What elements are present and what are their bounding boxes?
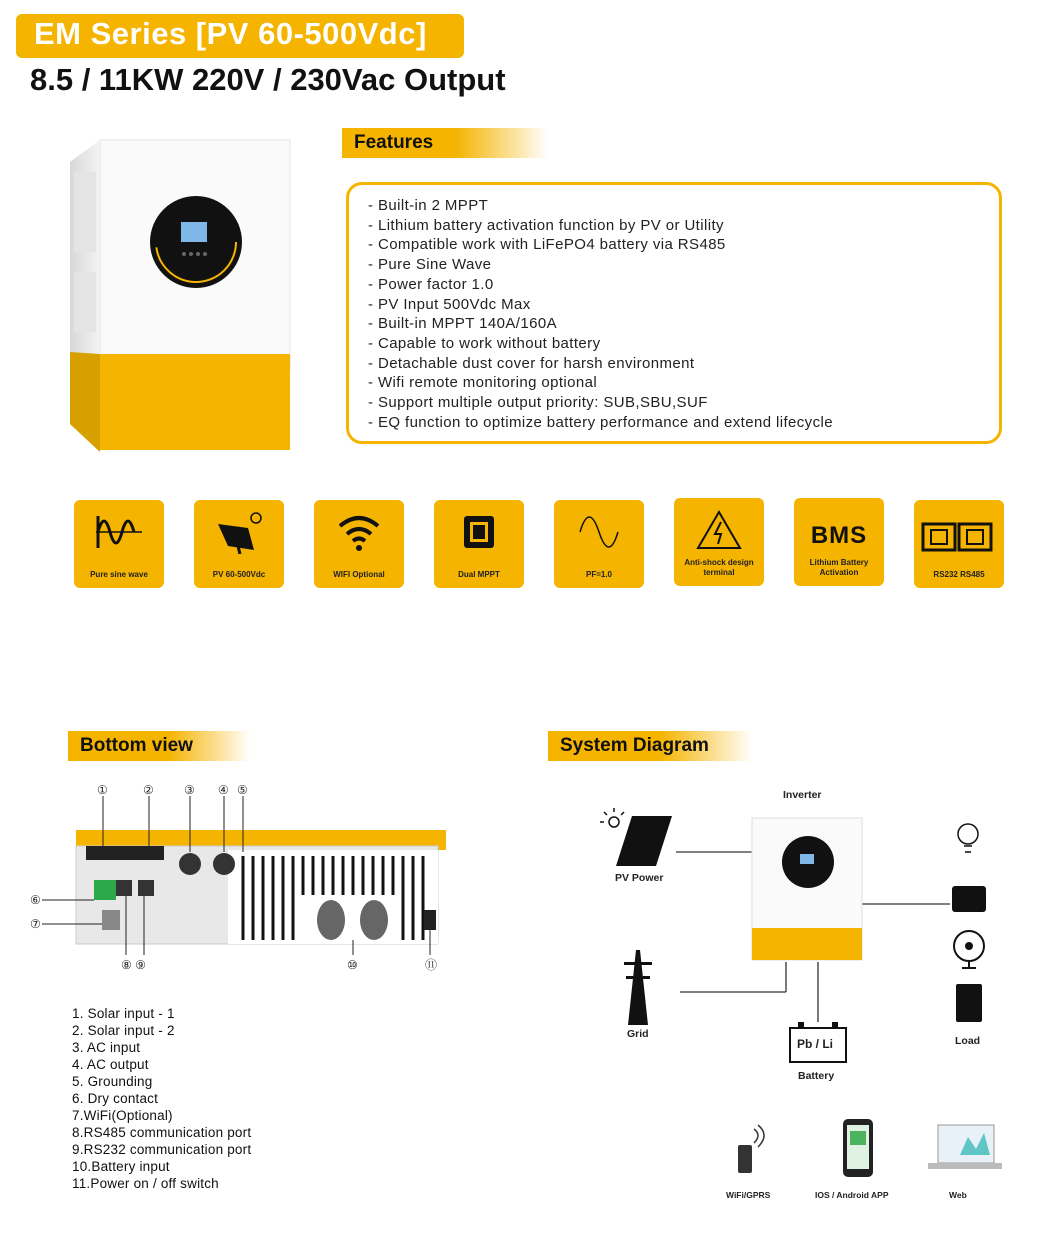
feature-tile-label: PF=1.0 [585,570,612,579]
feature-tile-label: Lithium Battery Activation [809,558,869,577]
bottom-view-item: 7.WiFi(Optional) [72,1108,173,1123]
fan-icon [954,931,984,968]
bottom-view-legend [72,1005,251,1192]
feature-item: - PV Input 500Vdc Max [368,295,531,313]
feature-tile [194,500,284,588]
load-label: Load [955,1035,981,1047]
feature-tile [794,498,884,586]
wifi-dongle-icon [738,1125,764,1173]
marker-8-9: ⑧ ⑨ [121,958,146,972]
bottom-view-item: 9.RS232 communication port [72,1142,252,1157]
page-subtitle: 8.5 / 11KW 220V / 230Vac Output [30,62,506,97]
feature-tile-label: Pure sine wave [90,570,148,579]
grid-tower-icon [624,950,652,1025]
feature-item: - EQ function to optimize battery performance and extend lifecycle [368,413,833,431]
battery-label: Battery [798,1070,835,1082]
bottom-view-item: 11.Power on / off switch [72,1176,219,1191]
feature-tile-label: PV 60-500Vdc [212,570,266,579]
feature-tile-label: WIFI Optional [333,570,385,579]
feature-item: - Detachable dust cover for harsh environment [368,354,695,372]
pv-power-label: PV Power [615,872,664,884]
feature-tile-label: Anti-shock design terminal [684,558,754,577]
marker-10: ⑩ [347,958,358,972]
bottom-view-item: 3. AC input [72,1040,141,1055]
bottom-view-item: 6. Dry contact [72,1091,159,1106]
marker-3: ③ [184,783,195,797]
feature-tile-label: Dual MPPT [458,570,500,579]
marker-11: ⑪ [425,958,438,972]
page-title: EM Series [PV 60-500Vdc] [34,16,427,51]
marker-4: ④ [218,783,229,797]
laptop-icon [928,1125,1002,1169]
marker-2: ② [143,783,154,797]
feature-tile [434,500,524,588]
feature-item: - Built-in 2 MPPT [368,197,489,214]
bottom-view-item: 4. AC output [72,1057,149,1072]
web-label: Web [949,1190,967,1200]
sun-icon [600,808,624,827]
marker-5: ⑤ [237,783,248,797]
feature-tile [674,498,764,586]
feature-tile [314,500,404,588]
feature-item: - Lithium battery activation function by PV or Utility [368,216,724,234]
feature-item: - Power factor 1.0 [368,275,494,293]
bottom-view-heading: Bottom view [68,731,250,761]
solar-panel-icon [616,816,672,866]
bottom-view-item: 5. Grounding [72,1074,153,1089]
bottom-view-item: 2. Solar input - 2 [72,1023,175,1038]
feature-tile-label: RS232 RS485 [933,570,985,579]
fridge-icon [956,984,982,1022]
app-label: IOS / Android APP [815,1190,889,1200]
feature-tile [74,500,164,588]
battery-text: Pb / Li [797,1037,833,1051]
monitoring-icons [720,1115,1010,1185]
bottom-view-item: 8.RS485 communication port [72,1125,252,1140]
feature-tile [914,500,1004,588]
feature-item: - Wifi remote monitoring optional [368,374,598,392]
inverter-product-image [18,122,318,467]
bottom-view-diagram [28,780,458,975]
feature-item: - Support multiple output priority: SUB,SBU,SUF [368,394,708,412]
feature-item: - Capable to work without battery [368,334,601,352]
bottom-view-item: 1. Solar input - 1 [72,1006,175,1021]
marker-6: ⑥ [30,893,41,907]
features-heading: Features [342,128,548,158]
marker-1: ① [97,783,108,797]
marker-7: ⑦ [30,917,41,931]
feature-item: - Pure Sine Wave [368,256,492,274]
wifi-gprs-label: WiFi/GPRS [726,1190,771,1200]
bottom-view-item: 10.Battery input [72,1159,170,1174]
bulb-icon [958,824,978,852]
bms-text: BMS [810,522,868,549]
inverter-label: Inverter [783,789,822,801]
tv-icon [952,886,986,912]
feature-item: - Built-in MPPT 140A/160A [368,315,557,333]
feature-item: - Compatible work with LiFePO4 battery via RS485 [368,236,726,254]
feature-tile [554,500,644,588]
grid-label: Grid [627,1028,649,1040]
phone-icon [843,1119,873,1177]
system-diagram-heading: System Diagram [548,731,752,761]
features-list [368,196,833,432]
